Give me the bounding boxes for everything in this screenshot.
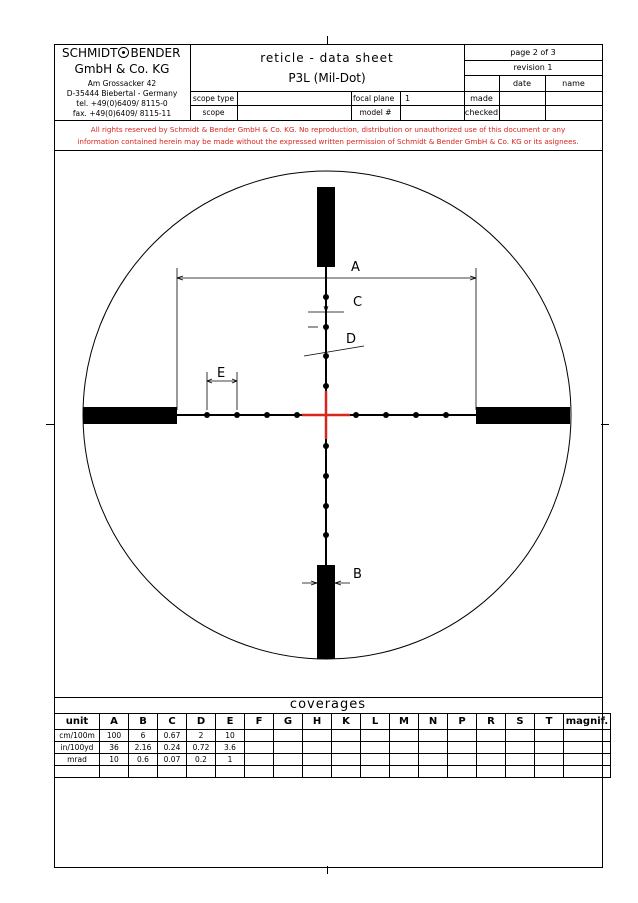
coverages-column-header: B: [129, 714, 158, 730]
table-cell: mrad: [55, 754, 100, 766]
table-cell: [245, 742, 274, 754]
table-cell: [303, 742, 332, 754]
mil-dot: [323, 324, 329, 330]
table-cell: [245, 766, 274, 778]
table-row: [55, 742, 611, 754]
table-cell: 100: [100, 730, 129, 742]
dimension-label-e: E: [217, 366, 226, 381]
table-cell: [332, 730, 361, 742]
table-cell: [390, 766, 419, 778]
mil-dot: [323, 353, 329, 359]
table-cell: [506, 766, 535, 778]
table-cell: [477, 754, 506, 766]
table-cell: [448, 742, 477, 754]
table-cell: [216, 766, 245, 778]
company-city: D-35444 Biebertal - Germany: [66, 89, 178, 98]
table-cell: in/100yd: [55, 742, 100, 754]
table-cell: [564, 754, 611, 766]
table-row: [55, 754, 611, 766]
table-cell: [477, 742, 506, 754]
copyright-notice-line1: All rights reserved by Schmidt & Bender GmbH & Co. KG. No reproduction, distribution or unauthorized use of this document or any: [90, 125, 566, 134]
date-label: date: [512, 79, 532, 88]
table-cell: [303, 754, 332, 766]
dimension-d: [304, 346, 364, 356]
table-cell: [187, 766, 216, 778]
table-cell: [274, 730, 303, 742]
dimension-label-d: D: [346, 332, 357, 347]
table-cell: [564, 730, 611, 742]
table-cell: 0.24: [158, 742, 187, 754]
table-cell: [419, 742, 448, 754]
coverages-column-header: D: [187, 714, 216, 730]
right-post: [476, 407, 570, 424]
coverages-column-header: S: [506, 714, 535, 730]
table-cell: 2: [187, 730, 216, 742]
table-row: [55, 766, 611, 778]
coverages-column-header: unit: [55, 714, 100, 730]
table-cell: [564, 742, 611, 754]
table-cell: 0.67: [158, 730, 187, 742]
page-number: page 2 of 3: [510, 48, 556, 57]
table-cell: [361, 754, 390, 766]
coverages-column-header: G: [274, 714, 303, 730]
table-cell: 6: [129, 730, 158, 742]
left-post: [83, 407, 177, 424]
coverages-column-header: K: [332, 714, 361, 730]
dimension-label-b: B: [353, 567, 362, 582]
table-cell: 0.6: [129, 754, 158, 766]
coverages-column-header: C: [158, 714, 187, 730]
mil-dot: [204, 412, 210, 418]
mil-dot: [234, 412, 240, 418]
table-cell: 3.6: [216, 742, 245, 754]
company-tel: tel. +49(0)6409/ 8115-0: [76, 99, 168, 108]
sheet-title: reticle - data sheet: [260, 51, 394, 65]
table-cell: cm/100m: [55, 730, 100, 742]
mil-dot: [323, 532, 329, 538]
coverages-column-header: A: [100, 714, 129, 730]
mil-dot: [323, 294, 329, 300]
table-cell: [535, 742, 564, 754]
table-cell: [506, 730, 535, 742]
scope-label: scope: [202, 108, 225, 117]
table-cell: [390, 730, 419, 742]
table-cell: 10: [216, 730, 245, 742]
coverages-column-header: M: [390, 714, 419, 730]
top-post: [317, 187, 335, 267]
table-cell: 0.72: [187, 742, 216, 754]
coverages-column-header: T: [535, 714, 564, 730]
table-cell: [361, 742, 390, 754]
table-cell: 10: [100, 754, 129, 766]
company-street: Am Grossacker 42: [87, 79, 157, 88]
table-row: [55, 730, 611, 742]
mil-dot: [323, 503, 329, 509]
bottom-post: [317, 565, 335, 659]
made-label: made: [470, 94, 493, 103]
coverages-column-header: N: [419, 714, 448, 730]
coverages-column-header: L: [361, 714, 390, 730]
table-cell: [332, 766, 361, 778]
model-label: model #: [359, 108, 392, 117]
dimension-label-a: A: [351, 260, 360, 275]
mil-dot: [323, 383, 329, 389]
dimension-label-c: C: [353, 295, 363, 310]
table-cell: [535, 754, 564, 766]
table-cell: 0.07: [158, 754, 187, 766]
table-cell: [100, 766, 129, 778]
focal-plane-label: focal plane: [353, 94, 395, 103]
coverages-title: coverages: [289, 697, 367, 712]
table-cell: [535, 730, 564, 742]
mil-dot: [294, 412, 300, 418]
company-fax: fax. +49(0)6409/ 8115-11: [72, 109, 172, 118]
mil-dot: [323, 443, 329, 449]
mil-dot: [264, 412, 270, 418]
table-cell: [506, 754, 535, 766]
table-cell: 1: [216, 754, 245, 766]
mil-dot: [353, 412, 359, 418]
table-cell: 2.16: [129, 742, 158, 754]
table-cell: [303, 766, 332, 778]
coverages-column-header: F: [245, 714, 274, 730]
table-cell: [361, 730, 390, 742]
center-cross: [302, 391, 350, 439]
table-cell: [390, 742, 419, 754]
table-cell: [477, 730, 506, 742]
table-cell: [564, 766, 611, 778]
reticle-name: P3L (Mil-Dot): [288, 71, 366, 85]
focal-plane-value: 1: [405, 94, 411, 103]
table-cell: [419, 754, 448, 766]
table-cell: 0.2: [187, 754, 216, 766]
table-cell: [129, 766, 158, 778]
table-cell: [303, 730, 332, 742]
table-cell: 36: [100, 742, 129, 754]
table-cell: [448, 754, 477, 766]
table-cell: [55, 766, 100, 778]
table-cell: [448, 766, 477, 778]
coverages-table: [54, 713, 611, 778]
company-name-part1: SCHMIDT: [62, 46, 118, 60]
table-cell: [535, 766, 564, 778]
name-label: name: [562, 79, 585, 88]
table-cell: [419, 766, 448, 778]
table-cell: [448, 730, 477, 742]
table-cell: [274, 766, 303, 778]
table-cell: [506, 742, 535, 754]
coverages-column-header: H: [303, 714, 332, 730]
mil-dot: [413, 412, 419, 418]
checked-label: checked: [464, 108, 499, 117]
copyright-notice-line2: information contained herein may be made without the expressed written permission of Schmidt & Bender GmbH & Co. KG or its asignees.: [77, 137, 579, 146]
scope-type-label: scope type: [192, 94, 235, 103]
table-cell: [419, 730, 448, 742]
table-cell: [245, 754, 274, 766]
coverages-header-row: [55, 714, 611, 730]
company-name-part2: BENDER: [130, 46, 181, 60]
table-cell: [332, 742, 361, 754]
mil-dot: [323, 473, 329, 479]
table-cell: [274, 754, 303, 766]
company-name-line2: GmbH & Co. KG: [74, 62, 170, 76]
coverages-column-header: E: [216, 714, 245, 730]
mil-dot: [443, 412, 449, 418]
coverages-column-header: P: [448, 714, 477, 730]
coverages-column-header: magnif.: [564, 714, 611, 730]
table-cell: [361, 766, 390, 778]
table-cell: [477, 766, 506, 778]
table-cell: [274, 742, 303, 754]
revision: revision 1: [513, 63, 553, 72]
coverages-column-header: R: [477, 714, 506, 730]
table-cell: [158, 766, 187, 778]
table-cell: [390, 754, 419, 766]
table-cell: [245, 730, 274, 742]
mil-dot: [383, 412, 389, 418]
table-cell: [332, 754, 361, 766]
